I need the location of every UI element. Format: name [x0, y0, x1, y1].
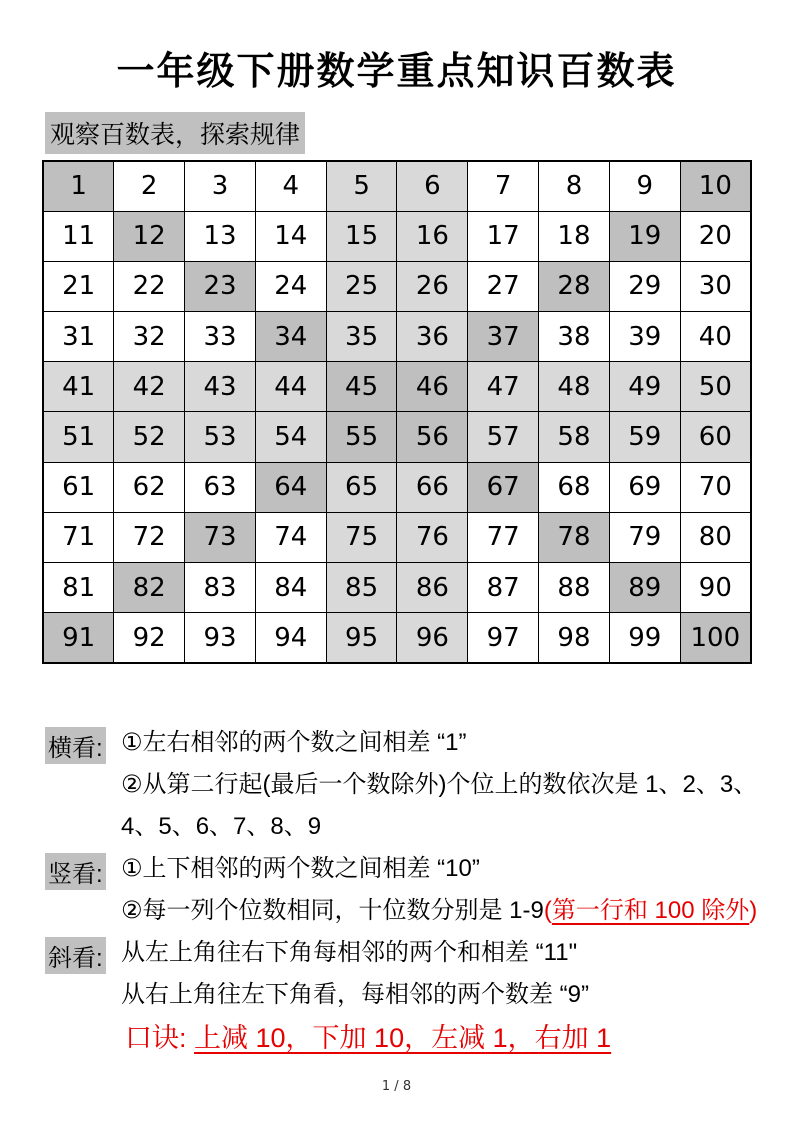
table-cell-96: 96	[397, 613, 468, 663]
table-row	[43, 211, 751, 261]
table-cell-6: 6	[397, 161, 468, 211]
table-cell-93: 93	[185, 613, 256, 663]
table-cell-3: 3	[185, 161, 256, 211]
notes-section	[45, 722, 757, 1060]
table-cell-21: 21	[43, 261, 114, 311]
table-cell-8: 8	[539, 161, 610, 211]
table-cell-24: 24	[255, 261, 326, 311]
table-row	[43, 312, 751, 362]
table-cell-63: 63	[185, 462, 256, 512]
table-row	[43, 613, 751, 663]
table-cell-52: 52	[114, 412, 185, 462]
table-cell-53: 53	[185, 412, 256, 462]
table-cell-20: 20	[680, 211, 751, 261]
note-label-diagonal: 斜看:	[45, 937, 106, 974]
table-cell-13: 13	[185, 211, 256, 261]
red-paren-close: )	[749, 897, 758, 924]
table-cell-64: 64	[255, 462, 326, 512]
table-cell-35: 35	[326, 312, 397, 362]
mnemonic-text: 上减 10，下加 10，左减 1，右加 1	[194, 1023, 612, 1053]
table-cell-91: 91	[43, 613, 114, 663]
table-cell-81: 81	[43, 563, 114, 613]
table-cell-67: 67	[468, 462, 539, 512]
table-cell-42: 42	[114, 362, 185, 412]
table-cell-30: 30	[680, 261, 751, 311]
note-vertical-line1: ①上下相邻的两个数之间相差 “10”	[121, 855, 480, 882]
hundred-table-body	[43, 161, 751, 663]
table-cell-7: 7	[468, 161, 539, 211]
table-cell-59: 59	[609, 412, 680, 462]
table-cell-31: 31	[43, 312, 114, 362]
table-cell-68: 68	[539, 462, 610, 512]
table-cell-39: 39	[609, 312, 680, 362]
note-diagonal	[45, 932, 757, 1016]
note-diagonal-line1: 从左上角往右下角每相邻的两个和相差 “11"	[121, 939, 578, 966]
table-cell-43: 43	[185, 362, 256, 412]
table-cell-75: 75	[326, 512, 397, 562]
table-cell-38: 38	[539, 312, 610, 362]
table-cell-41: 41	[43, 362, 114, 412]
table-cell-12: 12	[114, 211, 185, 261]
table-cell-76: 76	[397, 512, 468, 562]
note-vertical-line2	[121, 890, 757, 932]
table-cell-79: 79	[609, 512, 680, 562]
table-cell-18: 18	[539, 211, 610, 261]
table-cell-61: 61	[43, 462, 114, 512]
page-number: 1 / 8	[381, 1079, 412, 1094]
table-cell-66: 66	[397, 462, 468, 512]
table-cell-45: 45	[326, 362, 397, 412]
note-horizontal-line1: ①左右相邻的两个数之间相差 “1”	[121, 729, 467, 756]
table-cell-47: 47	[468, 362, 539, 412]
table-cell-94: 94	[255, 613, 326, 663]
table-cell-84: 84	[255, 563, 326, 613]
table-cell-22: 22	[114, 261, 185, 311]
table-cell-72: 72	[114, 512, 185, 562]
note-horizontal-line3: 4、5、6、7、8、9	[121, 813, 322, 840]
red-paren-open: (	[543, 897, 552, 924]
table-cell-90: 90	[680, 563, 751, 613]
table-cell-19: 19	[609, 211, 680, 261]
table-cell-25: 25	[326, 261, 397, 311]
table-cell-70: 70	[680, 462, 751, 512]
table-cell-62: 62	[114, 462, 185, 512]
red-underlined-exception: 第一行和 100 除外	[551, 897, 750, 924]
table-cell-11: 11	[43, 211, 114, 261]
note-vertical	[45, 848, 757, 932]
table-cell-51: 51	[43, 412, 114, 462]
note-label-vertical: 竖看:	[45, 853, 106, 890]
table-cell-44: 44	[255, 362, 326, 412]
table-cell-83: 83	[185, 563, 256, 613]
table-cell-10: 10	[680, 161, 751, 211]
table-cell-77: 77	[468, 512, 539, 562]
table-row	[43, 161, 751, 211]
note-diagonal-line2: 从右上角往左下角看，每相邻的两个数差 “9”	[121, 981, 589, 1008]
table-cell-16: 16	[397, 211, 468, 261]
table-cell-17: 17	[468, 211, 539, 261]
table-cell-29: 29	[609, 261, 680, 311]
table-cell-56: 56	[397, 412, 468, 462]
table-cell-73: 73	[185, 512, 256, 562]
table-cell-28: 28	[539, 261, 610, 311]
table-cell-32: 32	[114, 312, 185, 362]
table-cell-60: 60	[680, 412, 751, 462]
page-title: 一年级下册数学重点知识百数表	[116, 51, 677, 93]
table-cell-92: 92	[114, 613, 185, 663]
table-cell-57: 57	[468, 412, 539, 462]
table-cell-23: 23	[185, 261, 256, 311]
note-label-horizontal: 横看:	[45, 727, 106, 764]
table-cell-37: 37	[468, 312, 539, 362]
table-row	[43, 563, 751, 613]
table-cell-2: 2	[114, 161, 185, 211]
table-cell-50: 50	[680, 362, 751, 412]
table-cell-5: 5	[326, 161, 397, 211]
table-cell-86: 86	[397, 563, 468, 613]
table-cell-65: 65	[326, 462, 397, 512]
table-cell-80: 80	[680, 512, 751, 562]
table-cell-98: 98	[539, 613, 610, 663]
table-cell-40: 40	[680, 312, 751, 362]
table-cell-99: 99	[609, 613, 680, 663]
table-row	[43, 412, 751, 462]
table-cell-85: 85	[326, 563, 397, 613]
table-cell-34: 34	[255, 312, 326, 362]
table-cell-36: 36	[397, 312, 468, 362]
table-cell-1: 1	[43, 161, 114, 211]
table-cell-33: 33	[185, 312, 256, 362]
table-cell-46: 46	[397, 362, 468, 412]
table-row	[43, 462, 751, 512]
note-horizontal-line2: ②从第二行起(最后一个数除外)个位上的数依次是 1、2、3、	[121, 771, 758, 798]
table-cell-26: 26	[397, 261, 468, 311]
table-cell-9: 9	[609, 161, 680, 211]
table-cell-78: 78	[539, 512, 610, 562]
mnemonic-line	[125, 1016, 757, 1060]
table-cell-69: 69	[609, 462, 680, 512]
table-row	[43, 261, 751, 311]
table-cell-89: 89	[609, 563, 680, 613]
table-cell-97: 97	[468, 613, 539, 663]
table-cell-49: 49	[609, 362, 680, 412]
table-cell-87: 87	[468, 563, 539, 613]
table-cell-55: 55	[326, 412, 397, 462]
table-cell-14: 14	[255, 211, 326, 261]
table-row	[43, 362, 751, 412]
table-cell-15: 15	[326, 211, 397, 261]
hundred-number-table	[42, 160, 752, 664]
table-cell-58: 58	[539, 412, 610, 462]
table-cell-54: 54	[255, 412, 326, 462]
table-row	[43, 512, 751, 562]
note-horizontal	[45, 722, 757, 848]
table-cell-71: 71	[43, 512, 114, 562]
mnemonic-label: 口诀:	[125, 1023, 195, 1053]
table-cell-74: 74	[255, 512, 326, 562]
table-cell-100: 100	[680, 613, 751, 663]
table-cell-27: 27	[468, 261, 539, 311]
table-cell-48: 48	[539, 362, 610, 412]
subtitle-highlight: 观察百数表，探索规律	[45, 112, 305, 154]
table-cell-82: 82	[114, 563, 185, 613]
table-cell-4: 4	[255, 161, 326, 211]
note-vertical-line2-black: ②每一列个位数相同，十位数分别是 1-9	[121, 897, 544, 924]
table-cell-88: 88	[539, 563, 610, 613]
table-cell-95: 95	[326, 613, 397, 663]
